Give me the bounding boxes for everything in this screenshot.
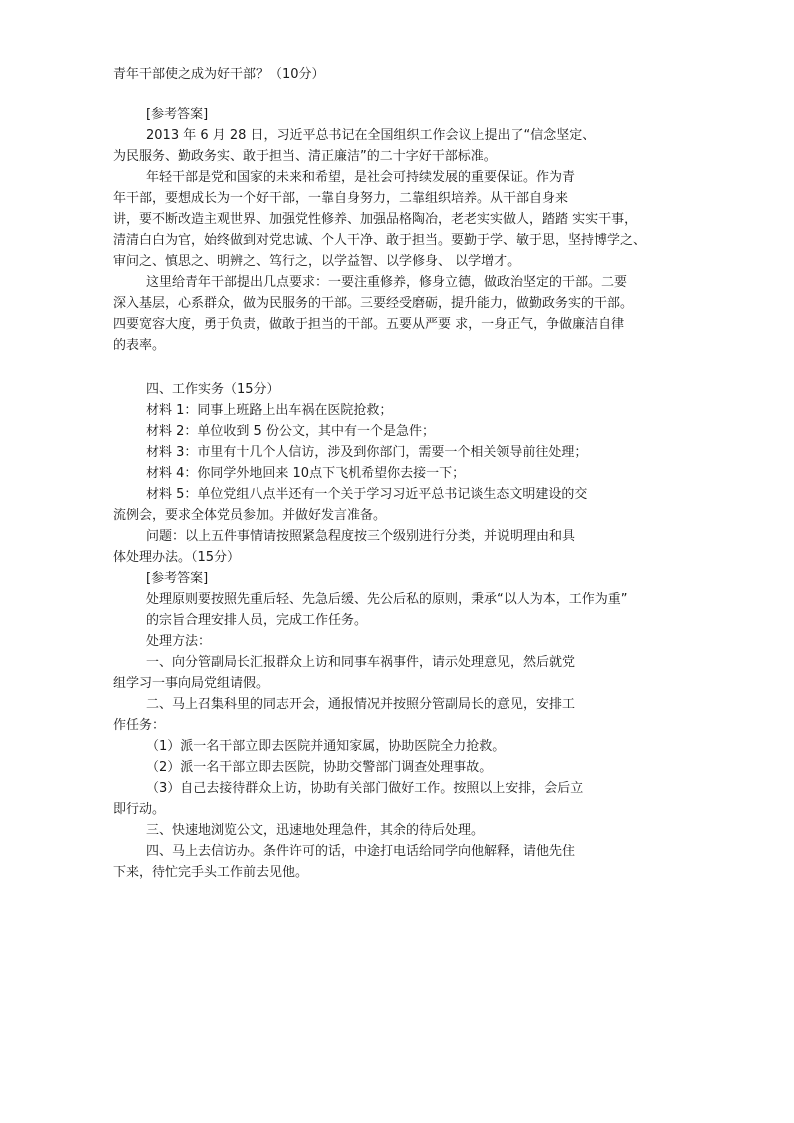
question-line: 青年干部使之成为好干部？（10分） [113, 67, 325, 82]
answer-heading: [参考答案] [146, 571, 209, 586]
paragraph-line: 一、向分管副局长汇报群众上访和同事车祸事件，请示处理意见，然后就党 [146, 655, 576, 670]
answer-heading: [参考答案] [146, 107, 209, 122]
paragraph-line: 清清白白为官，始终做到对党忠诚、个人干净、敢于担当。要勤于学、敏于思，坚持博学之、 [113, 233, 647, 248]
paragraph-line: 组学习一事向局党组请假。 [113, 676, 270, 691]
list-item: （1）派一名干部立即去医院并通知家属，协助医院全力抢救。 [146, 739, 506, 754]
paragraph-line: 三、快速地浏览公文，迅速地处理急件，其余的待后处理。 [146, 823, 485, 838]
paragraph-line: 为民服务、勤政务实、敢于担当、清正廉洁”的二十字好干部标准。 [113, 149, 497, 164]
section-heading: 四、工作实务（15分） [146, 382, 280, 397]
paragraph-line: 2013 年 6 月 28 日，习近平总书记在全国组织工作会议上提出了“信念坚定、 [146, 128, 596, 143]
paragraph-line: 处理方法： [146, 634, 212, 649]
material-line: 材料 3：市里有十几个人信访，涉及到你部门，需要一个相关领导前往处理； [146, 445, 588, 460]
paragraph-line: 二、马上召集科里的同志开会，通报情况并按照分管副局长的意见，安排工 [146, 697, 576, 712]
list-item: （3）自己去接待群众上访，协助有关部门做好工作。按照以上安排，会后立 [146, 781, 584, 796]
paragraph-line: 审问之、慎思之、明辨之、笃行之，以学益智、以学修身、 以学增才。 [113, 254, 521, 269]
material-line: 材料 4：你同学外地回来 10点下飞机希望你去接一下； [146, 466, 466, 481]
paragraph-line: 的表率。 [113, 338, 166, 353]
material-line: 材料 5：单位党组八点半还有一个关于学习习近平总书记谈生态文明建设的交 [146, 487, 588, 502]
paragraph-line: 下来，待忙完手头工作前去见他。 [113, 865, 309, 880]
question-line: 体处理办法。（15分） [113, 550, 241, 565]
paragraph-line: 讲，要不断改造主观世界、加强党性修养、加强品格陶冶，老老实实做人，踏踏 实实干事， [113, 212, 638, 227]
material-line: 流例会，要求全体党员参加。并做好发言准备。 [113, 508, 387, 523]
question-line: 问题：以上五件事情请按照紧急程度按三个级别进行分类，并说明理由和具 [146, 529, 576, 544]
paragraph-line: 年轻干部是党和国家的未来和希望，是社会可持续发展的重要保证。作为青 [146, 170, 576, 185]
paragraph-line: 深入基层，心系群众，做为民服务的干部。三要经受磨砺，提升能力，做勤政务实的干部。 [113, 296, 634, 311]
paragraph-line: 四、马上去信访办。条件许可的话，中途打电话给同学向他解释，请他先住 [146, 844, 576, 859]
material-line: 材料 1：同事上班路上出车祸在医院抢救； [146, 403, 393, 418]
paragraph-line: 处理原则要按照先重后轻、先急后缓、先公后私的原则，秉承“以人为本，工作为重” [146, 592, 628, 607]
material-line: 材料 2：单位收到 5 份公文，其中有一个是急件； [146, 424, 435, 439]
paragraph-line: 年干部，要想成长为一个好干部，一靠自身努力，二靠组织培养。从干部自身来 [113, 191, 569, 206]
paragraph-line: 这里给青年干部提出几点要求：一要注重修养，修身立德，做政治坚定的干部。二要 [146, 275, 628, 290]
paragraph-line: 的宗旨合理安排人员，完成工作任务。 [146, 613, 368, 628]
paragraph-line: 作任务： [113, 718, 166, 733]
list-item: （2）派一名干部立即去医院，协助交警部门调查处理事故。 [146, 760, 493, 775]
list-item: 即行动。 [113, 802, 166, 817]
paragraph-line: 四要宽容大度，勇于负责，做敢于担当的干部。五要从严要 求，一身正气，争做廉洁自律 [113, 317, 625, 332]
